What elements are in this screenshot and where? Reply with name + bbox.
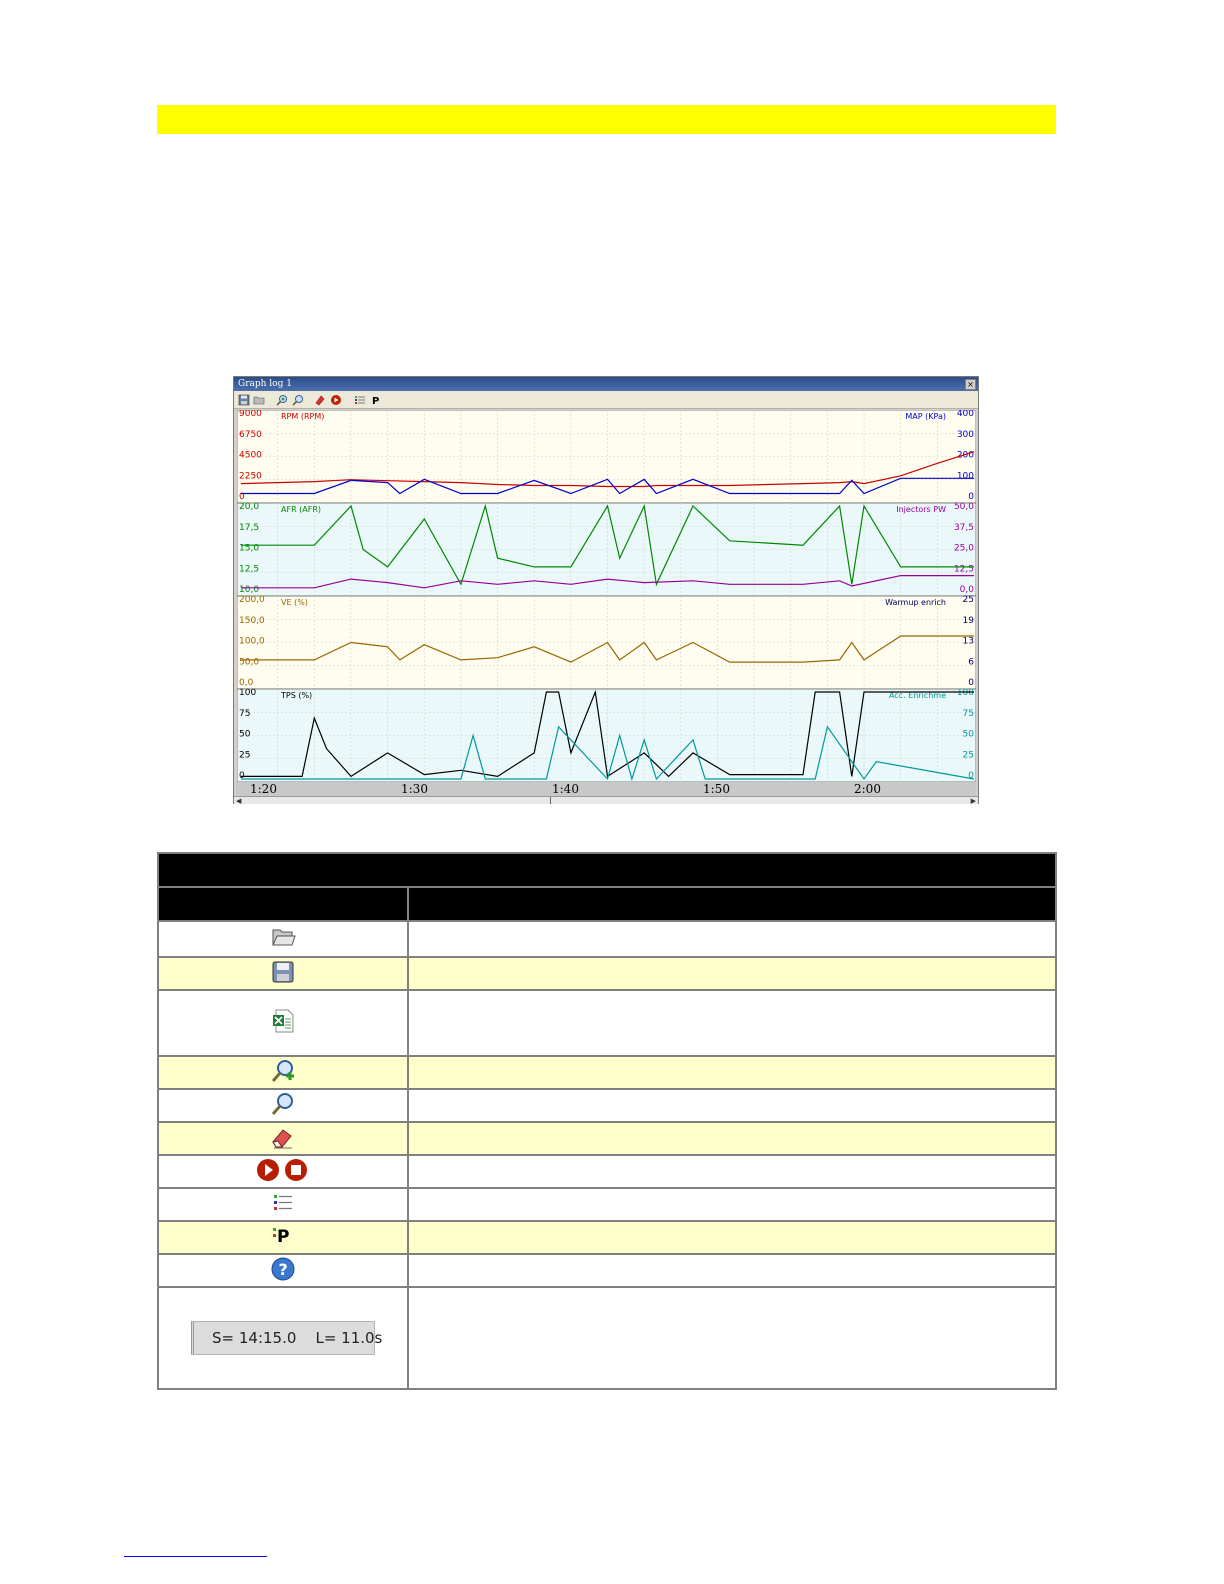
graph-log-window (233, 376, 979, 804)
table-title-row (158, 853, 1056, 887)
zoom-out-icon (270, 1091, 296, 1117)
row-description (408, 1155, 1056, 1188)
right-tick-label: 50 (962, 729, 974, 740)
row-description (408, 1254, 1056, 1287)
left-tick-label: 15,0 (239, 543, 260, 554)
right-tick-label: 12,5 (953, 564, 974, 575)
right-tick-label: 37,5 (953, 522, 974, 533)
header-highlight-bar (157, 105, 1056, 134)
window-titlebar (234, 377, 978, 391)
row-description (408, 1122, 1056, 1155)
row-description (408, 1188, 1056, 1221)
scroll-right-icon[interactable]: ▶ (970, 797, 976, 805)
row-description (408, 1221, 1056, 1254)
right-tick-label: 400 (956, 410, 974, 419)
zoom-in-icon[interactable] (276, 394, 288, 406)
left-tick-label: 0 (239, 771, 245, 781)
zoom-out-icon[interactable] (292, 394, 304, 406)
row-description (408, 921, 1056, 957)
window-title: Graph log 1 (238, 379, 292, 389)
legend-list-icon (272, 1192, 294, 1214)
left-tick-label: 50 (239, 729, 251, 740)
open-folder-icon[interactable] (253, 394, 265, 406)
svg-text:?: ? (278, 1259, 288, 1279)
clear-icon[interactable] (314, 394, 326, 406)
left-tick-label: 200,0 (239, 595, 265, 605)
left-tick-label: 12,5 (239, 564, 260, 575)
right-tick-label: 25 (962, 595, 974, 605)
left-tick-label: 100,0 (239, 636, 265, 647)
table-row (158, 1221, 1056, 1254)
left-series-label: TPS (%) (281, 691, 313, 700)
zoom-in-icon (270, 1058, 296, 1084)
footer-link-underline[interactable] (124, 1556, 267, 1557)
right-tick-label: 0,0 (959, 585, 974, 595)
help-icon (270, 1256, 296, 1282)
left-series-label: RPM (RPM) (281, 412, 325, 421)
row-description (408, 1089, 1056, 1122)
left-tick-label: 9000 (239, 410, 262, 419)
table-header-icon (158, 887, 408, 921)
time-label: 1:50 (703, 782, 730, 796)
right-series-label: Injectors PW (896, 505, 946, 514)
right-series-label: Warmup enrich (885, 598, 946, 607)
right-tick-label: 13 (962, 636, 974, 647)
right-tick-label: 100 (956, 471, 974, 482)
left-tick-label: 100 (239, 688, 257, 698)
right-tick-label: 300 (956, 429, 974, 440)
left-tick-label: 2250 (239, 471, 262, 482)
svg-text:P: P (277, 1226, 290, 1247)
left-tick-label: 10,0 (239, 585, 260, 595)
horizontal-scrollbar[interactable] (234, 796, 978, 804)
save-icon (271, 960, 295, 984)
table-row (158, 1089, 1056, 1122)
table-row (158, 957, 1056, 990)
right-series-label: MAP (KPa) (905, 412, 946, 421)
graph-toolbar (234, 391, 978, 409)
row-description (408, 1056, 1056, 1089)
right-series-label: Acc. Enrichme (888, 691, 946, 700)
table-row (158, 990, 1056, 1056)
row-description (408, 990, 1056, 1056)
left-series-label: VE (%) (281, 598, 308, 607)
right-tick-label: 100 (956, 688, 974, 698)
left-tick-label: 75 (239, 708, 251, 719)
left-tick-label: 17,5 (239, 522, 260, 533)
time-label: 1:30 (401, 782, 428, 796)
right-tick-label: 25,0 (953, 543, 974, 554)
save-icon[interactable] (238, 394, 250, 406)
graph-plot-area[interactable] (237, 410, 976, 782)
table-row (158, 1188, 1056, 1221)
table-row (158, 921, 1056, 957)
left-tick-label: 150,0 (239, 615, 265, 626)
status-readout: S= 14:15.0 L= 11.0s (191, 1321, 375, 1355)
table-row (158, 1287, 1056, 1389)
right-tick-label: 0 (968, 771, 974, 781)
scroll-thumb[interactable] (550, 797, 551, 804)
right-tick-label: 50,0 (953, 502, 974, 512)
parameters-icon (272, 1224, 294, 1248)
excel-export-icon (271, 1008, 295, 1034)
legend-icon[interactable] (354, 394, 366, 406)
right-tick-label: 0 (968, 492, 974, 502)
table-row (158, 1155, 1056, 1188)
parameters-icon[interactable] (370, 394, 382, 406)
record-stop-icon (255, 1157, 311, 1183)
left-tick-label: 0,0 (239, 678, 254, 688)
record-icon[interactable] (330, 394, 342, 406)
svg-text:P: P (372, 396, 380, 406)
right-tick-label: 25 (962, 750, 974, 761)
right-tick-label: 75 (962, 708, 974, 719)
table-row (158, 1254, 1056, 1287)
left-tick-label: 0 (239, 492, 245, 502)
row-description (408, 957, 1056, 990)
close-icon[interactable]: × (965, 379, 976, 390)
toolbar-icon-table (157, 852, 1057, 1390)
right-tick-label: 0 (968, 678, 974, 688)
right-tick-label: 200 (956, 450, 974, 461)
left-tick-label: 20,0 (239, 502, 260, 512)
table-row (158, 1122, 1056, 1155)
time-label: 2:00 (854, 782, 881, 796)
open-folder-icon (270, 925, 296, 949)
left-tick-label: 50,0 (239, 657, 260, 668)
time-label: 1:20 (250, 782, 277, 796)
time-axis (236, 782, 976, 796)
right-tick-label: 6 (968, 657, 974, 668)
left-tick-label: 6750 (239, 429, 262, 440)
table-row (158, 1056, 1056, 1089)
scroll-left-icon[interactable]: ◀ (236, 797, 242, 805)
left-tick-label: 4500 (239, 450, 262, 461)
row-description (408, 1287, 1056, 1389)
eraser-icon (270, 1125, 296, 1149)
table-header-description (408, 887, 1056, 921)
left-series-label: AFR (AFR) (281, 505, 322, 514)
left-tick-label: 25 (239, 750, 251, 761)
right-tick-label: 19 (962, 615, 974, 626)
time-label: 1:40 (552, 782, 579, 796)
